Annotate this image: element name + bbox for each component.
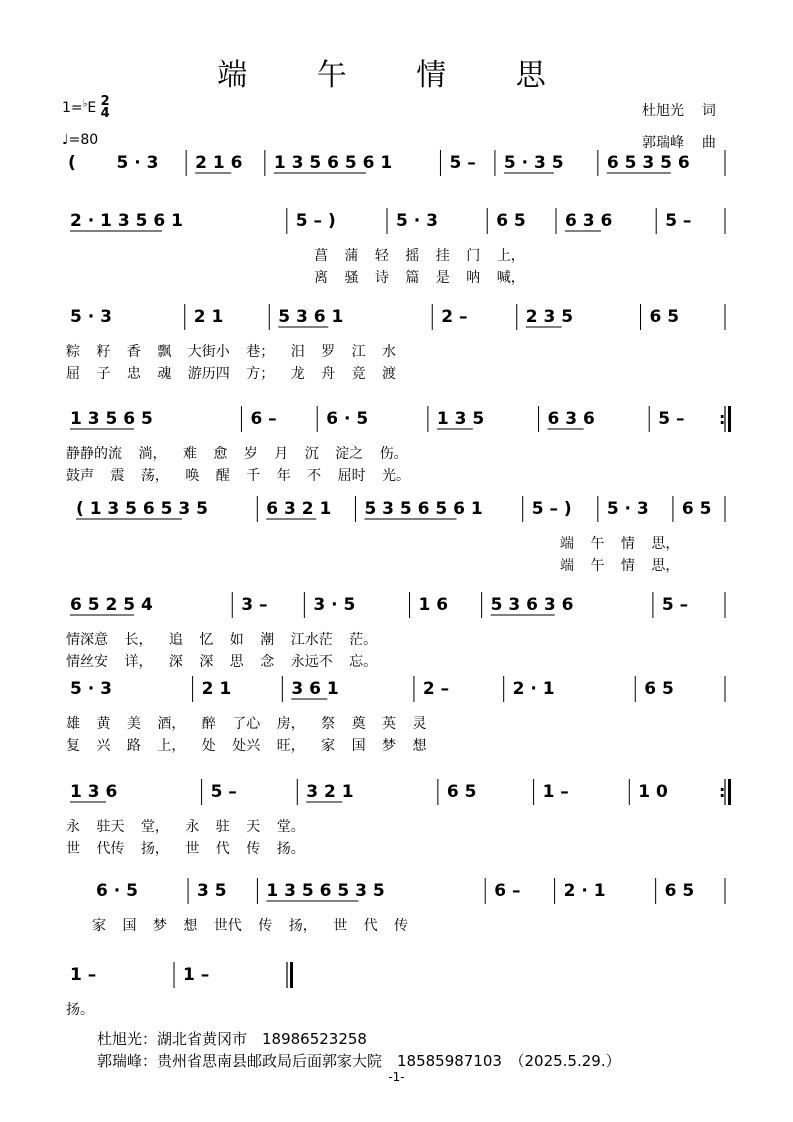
- lyric-line: 雄 黄 美 酒， 醉 了心 房， 祭 奠 英 灵: [66, 716, 427, 732]
- measure-notes: 1 –: [70, 965, 97, 985]
- song-title: 端 午 情 思: [217, 58, 576, 93]
- measure-notes: 2 1: [201, 679, 232, 699]
- lyric-line: 世 代传 扬， 世 代 传 扬。: [66, 841, 305, 857]
- lyric-line: 屈 子 忠 魂 游历四 方； 龙 舟 竞 渡: [66, 366, 397, 382]
- measure-notes: 1 –: [183, 965, 210, 985]
- measure-notes: 6 5 3 5 6: [606, 153, 690, 173]
- repeat-sign: :: [719, 409, 726, 428]
- lyric-line: 离 骚 诗 篇 是 呐 喊，: [314, 270, 525, 286]
- tempo-mark: ♩=80: [62, 132, 99, 148]
- measure-notes: 2 –: [441, 307, 468, 327]
- measure-notes: 6 5: [664, 881, 695, 901]
- lyric-line: 家 国 梦 想 世代 传 扬， 世 代 传: [92, 918, 409, 934]
- lyric-line: 复 兴 路 上， 处 处兴 旺， 家 国 梦 想: [66, 738, 427, 754]
- measure-notes: 5 · 3: [396, 211, 438, 231]
- measure-notes: 6 3 6: [565, 211, 613, 231]
- measure-notes: 6 5 2 5 4: [70, 595, 153, 615]
- measure-notes: 3 6 1: [291, 679, 339, 699]
- measure-notes: 6 3 6: [547, 409, 595, 429]
- measure-notes: 5 3 6 3 6: [490, 595, 574, 615]
- measure-notes: 2 · 1 3 5 6 1: [70, 211, 183, 231]
- measure-notes: 5 –: [210, 782, 237, 802]
- measure-notes: 2 –: [422, 679, 450, 699]
- measure-notes: 6 5: [681, 499, 712, 519]
- lyric-line: 鼓声 震 荡， 唤 醒 千 年 不 屈时 光。: [66, 468, 411, 484]
- measure-notes: ( 1 3 5 6 5 3 5: [76, 499, 208, 519]
- lyric-line: 情丝安 详， 深 深 思 念 永远不 忘。: [66, 654, 378, 670]
- measure-notes: 5 · 3: [70, 307, 112, 327]
- contact-lyricist: 杜旭光：湖北省黄冈市 18986523258: [97, 1030, 367, 1048]
- repeat-sign: :: [719, 782, 726, 801]
- measure-notes: 1 3 5: [436, 409, 485, 429]
- measure-notes: 3 –: [241, 595, 268, 615]
- measure-notes: 5 · 3 5: [503, 153, 564, 173]
- measure-notes: 2 3 5: [525, 307, 574, 327]
- contact-composer: 郭瑞峰：贵州省思南县邮政局后面郭家大院 18585987103 （2025.5.29.）: [97, 1052, 621, 1070]
- final-bar-line: [728, 406, 731, 432]
- lyric-line: 永 驻天 堂， 永 驻 天 堂。: [66, 819, 305, 835]
- measure-notes: 6 · 5: [96, 881, 138, 901]
- measure-notes: 1 3 5 6 5: [70, 409, 153, 429]
- measure-notes: 6 5: [644, 679, 674, 699]
- measure-notes: 1 3 5 6 5 3 5: [266, 881, 385, 901]
- measure-notes: 2 · 1: [563, 881, 606, 901]
- lyric-line: 端 午 情 思，: [560, 536, 680, 552]
- measure-notes: 1 6: [418, 595, 449, 615]
- measure-notes: (: [68, 153, 76, 173]
- lyric-line: 粽 籽 香 飘 大街小 巷； 汨 罗 江 水: [66, 344, 397, 360]
- measure-notes: 1 3 5 6 5 6 1: [273, 153, 393, 173]
- measure-notes: 3 2 1: [306, 782, 354, 802]
- measure-notes: 3 5: [197, 881, 227, 901]
- lyric-line: 静静的流 淌， 难 愈 岁 月 沉 淀之 伤。: [66, 446, 408, 462]
- measure-notes: 1 0: [638, 782, 668, 802]
- page-number: -1-: [388, 1070, 405, 1084]
- measure-notes: 1 3 6: [70, 782, 118, 802]
- measure-notes: 6 –: [250, 409, 277, 429]
- measure-notes: 6 3 2 1: [266, 499, 332, 519]
- measure-notes: 2 1 6: [195, 153, 243, 173]
- measure-notes: 6 –: [494, 881, 521, 901]
- final-bar-line: [728, 779, 731, 805]
- lyric-line: 端 午 情 思，: [560, 558, 680, 574]
- time-signature: 2 4: [100, 94, 110, 121]
- key-signature: 1=♭E 2 4: [62, 94, 110, 121]
- final-bar-line: [290, 962, 293, 988]
- measure-notes: 5 – ): [531, 499, 572, 519]
- lyric-line: 扬。: [66, 1002, 94, 1018]
- composer-credit: 郭瑞峰 曲: [642, 135, 716, 151]
- measure-notes: 2 · 1: [512, 679, 555, 699]
- measure-notes: 5 3 6 1: [278, 307, 344, 327]
- lyric-line: 情深意 长， 追 忆 如 潮 江水茫 茫。: [66, 632, 378, 648]
- measure-notes: 5 3 5 6 5 6 1: [364, 499, 483, 519]
- lyric-line: 菖 蒲 轻 摇 挂 门 上，: [314, 248, 525, 264]
- measure-notes: 5 –: [665, 211, 692, 231]
- lyricist-credit: 杜旭光 词: [642, 103, 716, 119]
- measure-notes: 5 · 3: [116, 153, 159, 173]
- measure-notes: 5 · 3: [606, 499, 649, 519]
- measure-notes: 2 1: [193, 307, 224, 327]
- measure-notes: 1 –: [542, 782, 569, 802]
- measure-notes: 5 – ): [295, 211, 336, 231]
- quarter-note-icon: ♩: [62, 132, 69, 148]
- measure-notes: 5 –: [658, 409, 685, 429]
- measure-notes: 6 5: [496, 211, 526, 231]
- measure-notes: 6 5: [649, 307, 680, 327]
- measure-notes: 5 · 3: [70, 679, 112, 699]
- measure-notes: 3 · 5: [313, 595, 356, 615]
- measure-notes: 5 –: [661, 595, 689, 615]
- measure-notes: 6 5: [446, 782, 477, 802]
- measure-notes: 6 · 5: [326, 409, 369, 429]
- measure-notes: 5 –: [449, 153, 476, 173]
